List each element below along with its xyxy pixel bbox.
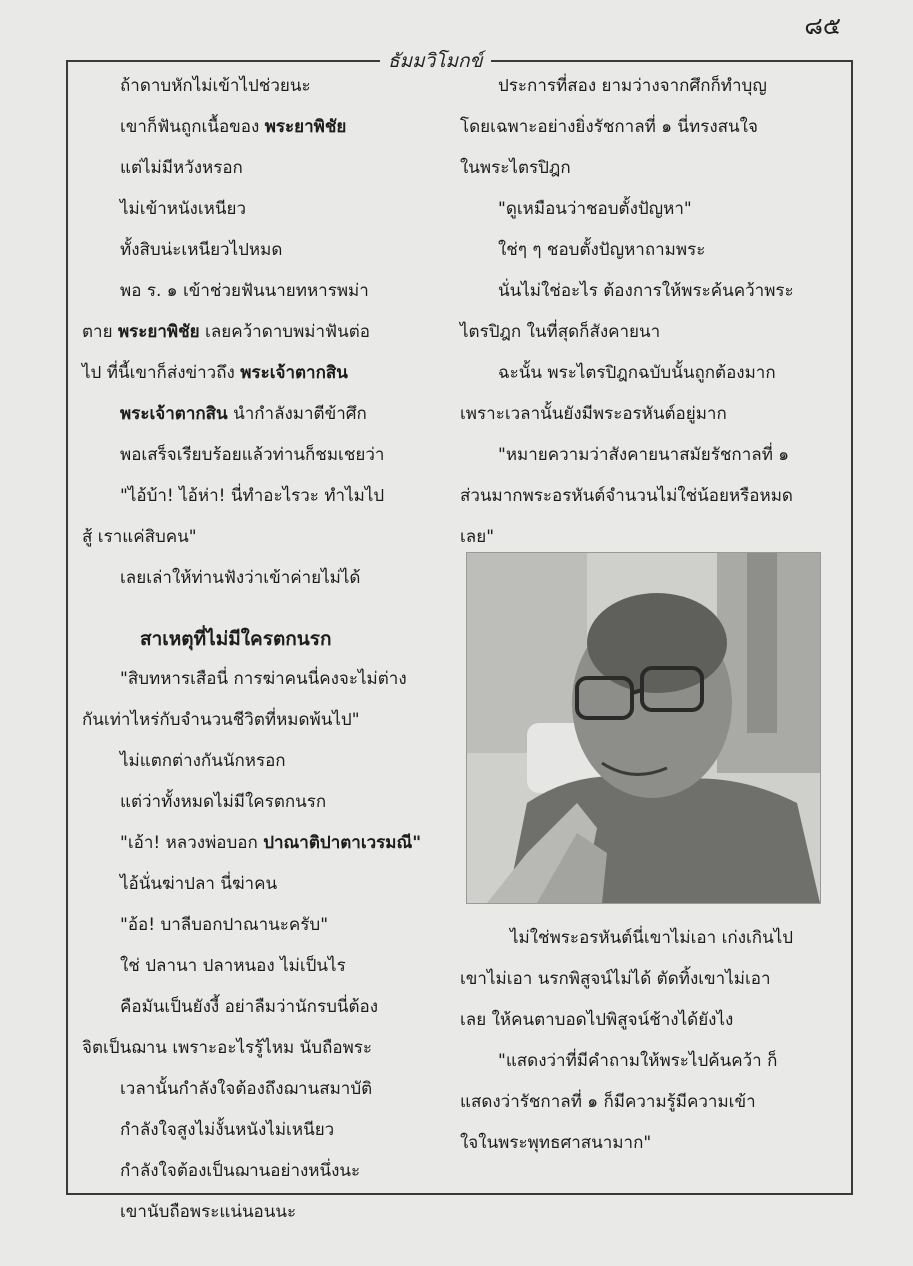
text-line: ถ้าดาบหักไม่เข้าไปช่วยนะ <box>120 76 311 96</box>
text-line: ในพระไตรปิฎก <box>460 158 571 178</box>
text-line: กันเท่าไหร่กับจำนวนชีวิตที่หมดพ้นไป" <box>82 710 360 730</box>
text-line: พอ ร. ๑ เข้าช่วยฟันนายทหารพม่า <box>120 281 369 301</box>
running-header: ธัมมวิโมกข์ <box>380 46 491 76</box>
text-line: นั่นไม่ใช่อะไร ต้องการให้พระค้นคว้าพระ <box>498 281 794 301</box>
text-line: "แสดงว่าที่มีคำถามให้พระไปค้นคว้า ก็ <box>498 1051 778 1071</box>
right-column-top <box>460 66 832 558</box>
text-line: สู้ เราแค่สิบคน" <box>82 527 197 547</box>
text-line: "สิบทหารเสือนี่ การฆ่าคนนี่คงจะไม่ต่าง <box>120 669 407 689</box>
monk-photo-illustration <box>467 553 820 903</box>
text-line: "หมายความว่าสังคายนาสมัยรัชกาลที่ ๑ <box>498 445 790 465</box>
text-line: ใช่ๆ ๆ ชอบตั้งปัญหาถามพระ <box>498 240 706 260</box>
text-line: ฉะนั้น พระไตรปิฎกฉบับนั้นถูกต้องมาก <box>498 363 776 383</box>
text-line: ใช่ ปลานา ปลาหนอง ไม่เป็นไร <box>120 956 346 976</box>
text-line: ไอ้นั่นฆ่าปลา นี่ฆ่าคน <box>120 874 278 894</box>
text-line: ไตรปิฎก ในที่สุดก็สังคายนา <box>460 322 661 342</box>
text-line: ส่วนมากพระอรหันต์จำนวนไม่ใช่น้อยหรือหมด <box>460 486 793 506</box>
text-line: เขาไม่เอา นรกพิสูจน์ไม่ได้ ตัดทิ้งเขาไม่เอา <box>460 969 771 989</box>
text-line: "ดูเหมือนว่าชอบตั้งปัญหา" <box>498 199 692 219</box>
text-line: ประการที่สอง ยามว่างจากศึกก็ทำบุญ <box>498 76 767 96</box>
monk-photo <box>466 552 821 904</box>
text-line: ทั้งสิบน่ะเหนียวไปหมด <box>120 240 283 260</box>
text-line: เขาก็ฟันถูกเนื้อของ พระยาพิชัย <box>120 117 347 137</box>
text-line: "อ้อ! บาลีบอกปาณานะครับ" <box>120 915 329 935</box>
text-line: กำลังใจต้องเป็นฌานอย่างหนึ่งนะ <box>120 1161 361 1181</box>
text-line: ไม่ใช่พระอรหันต์นี่เขาไม่เอา เก่งเกินไป <box>510 928 794 948</box>
text-line: เลย ให้คนตาบอดไปพิสูจน์ช้างได้ยังไง <box>460 1010 734 1030</box>
text-line: ไม่แตกต่างกันนักหรอก <box>120 751 286 771</box>
text-line: พอเสร็จเรียบร้อยแล้วท่านก็ชมเชยว่า <box>120 445 385 465</box>
text-line: คือมันเป็นยังงี้ อย่าลืมว่านักรบนี่ต้อง <box>120 997 379 1017</box>
text-line: กำลังใจสูงไม่งั้นหนังไม่เหนียว <box>120 1120 335 1140</box>
text-line: จิตเป็นฌาน เพราะอะไรรู้ไหม นับถือพระ <box>82 1038 373 1058</box>
text-line: ไม่เข้าหนังเหนียว <box>120 199 247 219</box>
text-line: "เอ้า! หลวงพ่อบอก ปาณาติปาตาเวรมณี" <box>120 833 422 853</box>
text-line: ใจในพระพุทธศาสนามาก" <box>460 1133 652 1153</box>
text-line: แต่ว่าทั้งหมดไม่มีใครตกนรก <box>120 792 327 812</box>
section-heading: สาเหตุที่ไม่มีใครตกนรก <box>140 628 332 650</box>
text-line: ไป ที่นี้เขาก็ส่งข่าวถึง พระเจ้าตากสิน <box>82 363 348 383</box>
text-line: เลยเล่าให้ท่านฟังว่าเข้าค่ายไม่ได้ <box>120 568 361 588</box>
text-line: แสดงว่ารัชกาลที่ ๑ ก็มีความรู้มีความเข้า <box>460 1092 756 1112</box>
text-line: เขานับถือพระแน่นอนนะ <box>120 1202 297 1222</box>
text-line: เลย" <box>460 527 495 547</box>
text-line: แต่ไม่มีหวังหรอก <box>120 158 243 178</box>
text-line: เพราะเวลานั้นยังมีพระอรหันต์อยู่มาก <box>460 404 727 424</box>
text-line: ตาย พระยาพิชัย เลยคว้าดาบพม่าฟันต่อ <box>82 322 370 342</box>
right-column-bottom <box>460 918 832 1164</box>
text-line: เวลานั้นกำลังใจต้องถึงฌานสมาบัติ <box>120 1079 373 1099</box>
text-line: "ไอ้บ้า! ไอ้ห่า! นี่ทำอะไรวะ ทำไมไป <box>120 486 385 506</box>
left-column <box>82 66 454 1233</box>
text-line: โดยเฉพาะอย่างยิ่งรัชกาลที่ ๑ นี่ทรงสนใจ <box>460 117 758 137</box>
text-line: พระเจ้าตากสิน นำกำลังมาตีข้าศึก <box>120 404 367 424</box>
page-number: ๘๕ <box>804 12 841 40</box>
